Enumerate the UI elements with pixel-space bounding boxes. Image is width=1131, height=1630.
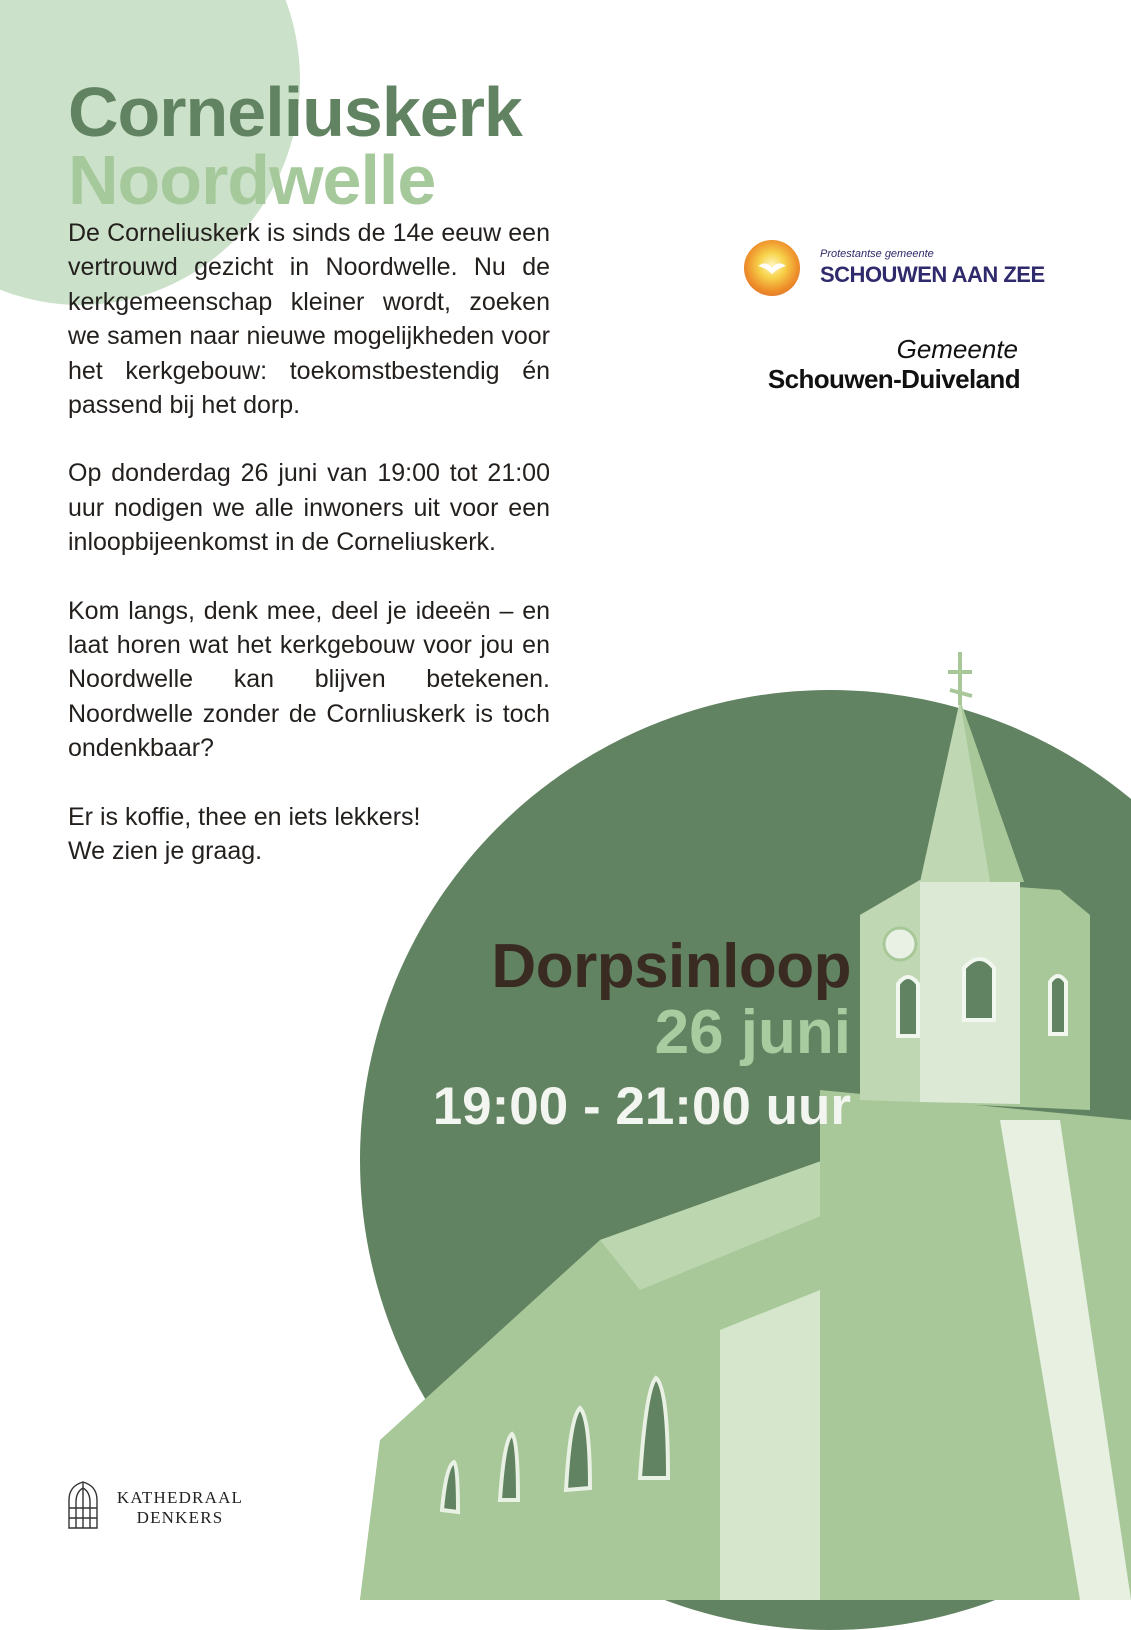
logo-org-name: SCHOUWEN AAN ZEE xyxy=(820,262,1045,287)
logo-kathedraal-denkers-text xyxy=(110,1488,250,1528)
logo-schouwen-aan-zee xyxy=(744,240,1064,300)
closing-line-2: We zien je graag. xyxy=(68,837,263,866)
title-village-name: Noordwelle xyxy=(68,141,436,219)
logo-kd-line2: DENKERS xyxy=(136,1508,224,1527)
cathedral-window-icon xyxy=(66,1480,100,1532)
title-church-name: Corneliuskerk xyxy=(68,73,522,151)
logo-gemeente xyxy=(740,334,1020,394)
paragraph-call-to-action: Kom langs, denk mee, deel je ideeën – en laat horen wat het kerkgebouw voor jou en Noordwelle kan blijven betekenen. Noordwelle zonder de Cornliuskerk is toch ondenkbaar? xyxy=(68,596,550,763)
closing-line-1: Er is koffie, thee en iets lekkers! xyxy=(68,802,421,831)
logo-kathedraal-denkers xyxy=(66,1480,266,1536)
event-time: 19:00 - 21:00 uur xyxy=(432,1077,851,1136)
logo-gemeente-line2: Schouwen-Duiveland xyxy=(767,364,1020,394)
logo-gemeente-line1: Gemeente xyxy=(896,334,1018,364)
paragraph-closing xyxy=(68,800,550,869)
paragraph-invitation: Op donderdag 26 juni van 19:00 tot 21:00 uur nodigen we alle inwoners uit voor een inloopbijeenkomst in de Corneliuskerk. xyxy=(68,459,550,557)
logo-kd-line1: KATHEDRAAL xyxy=(116,1488,244,1507)
body-text xyxy=(68,216,550,869)
sun-dove-icon xyxy=(744,240,800,296)
logo-org-subtitle: Protestantse gemeente xyxy=(820,248,934,260)
paragraph-intro: De Corneliuskerk is sinds de 14e eeuw een vertrouwd gezicht in Noordwelle. Nu de kerkgemeenschap kleiner wordt, zoeken we samen naar nieuwe mogelijkheden voor het kerkgebouw: toekomstbestendig én passend bij het dorp. xyxy=(68,219,550,420)
event-name: Dorpsinloop xyxy=(491,932,851,1001)
event-date: 26 juni xyxy=(654,998,851,1067)
